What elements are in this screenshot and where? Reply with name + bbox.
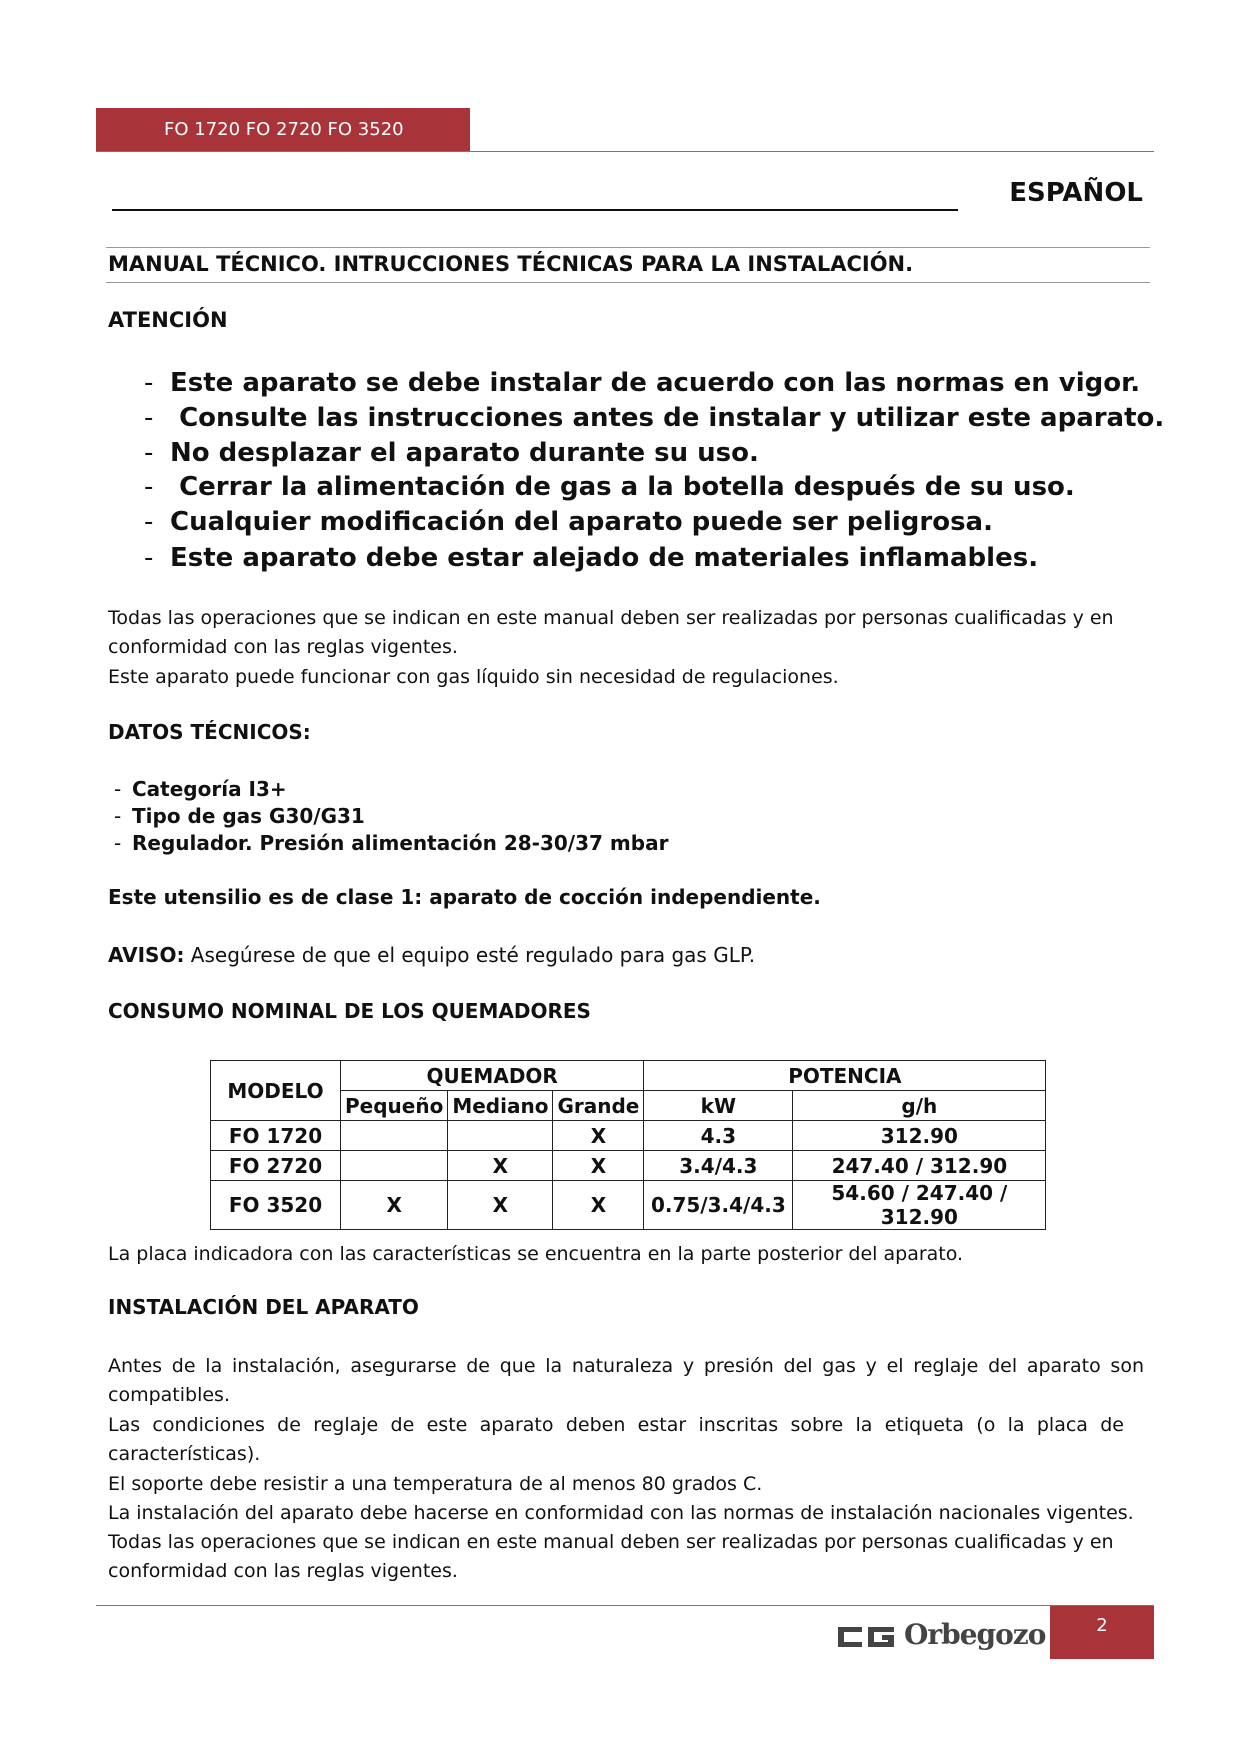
install-paragraph: Las condiciones de reglaje de este aparato deben estar inscritas sobre la etiqueta (o la placa de características). — [108, 1414, 1124, 1465]
installation-heading: INSTALACIÓN DEL APARATO — [108, 1295, 419, 1319]
intro-paragraph: Todas las operaciones que se indican en este manual deben ser realizadas por personas cualificadas y en conformidad con las reglas vigentes. — [108, 607, 1114, 658]
cell-model: FO 1720 — [211, 1121, 341, 1151]
col-header-mediano: Mediano — [448, 1091, 553, 1121]
cell-gh: 247.40 / 312.90 — [793, 1151, 1046, 1181]
col-header-modelo: MODELO — [211, 1061, 341, 1121]
install-paragraph: La instalación del aparato debe hacerse en conformidad con las normas de instalación nacionales vigentes. — [108, 1502, 1134, 1524]
cell-gh: 312.90 — [793, 1121, 1046, 1151]
warning-item: - Consulte las instrucciones antes de instalar y utilizar este aparato. — [144, 403, 1165, 433]
page-number: 2 — [1050, 1606, 1154, 1659]
attention-heading: ATENCIÓN — [108, 308, 228, 332]
language-label: ESPAÑOL — [1009, 178, 1143, 208]
warning-item: - Este aparato debe estar alejado de materiales inflamables. — [144, 543, 1039, 573]
col-header-pequeno: Pequeño — [341, 1091, 448, 1121]
consumption-table — [210, 1060, 1046, 1230]
warning-item: - No desplazar el aparato durante su uso. — [144, 438, 759, 468]
col-header-grande: Grande — [553, 1091, 644, 1121]
warning-item: - Cerrar la alimentación de gas a la botella después de su uso. — [144, 472, 1075, 502]
cell-pequeno: X — [341, 1181, 448, 1230]
header-divider — [96, 151, 1154, 152]
col-header-quemador: QUEMADOR — [341, 1061, 644, 1091]
cell-grande: X — [553, 1121, 644, 1151]
title-box-bottom-rule — [106, 282, 1150, 283]
cell-mediano: X — [448, 1181, 553, 1230]
intro-paragraph-2: Este aparato puede funcionar con gas líquido sin necesidad de regulaciones. — [108, 666, 839, 688]
class-note: Este utensilio es de clase 1: aparato de cocción independiente. — [108, 885, 821, 909]
brand-logo: Orbegozo — [838, 1618, 1045, 1651]
table-row — [211, 1151, 1046, 1181]
col-header-potencia: POTENCIA — [644, 1061, 1046, 1091]
warning-item: - Este aparato se debe instalar de acuerdo con las normas en vigor. — [144, 368, 1141, 398]
cell-gh: 54.60 / 247.40 / 312.90 — [793, 1181, 1046, 1230]
cell-model: FO 2720 — [211, 1151, 341, 1181]
footer-divider — [96, 1605, 1154, 1606]
cell-mediano — [448, 1121, 553, 1151]
tech-item: - Regulador. Presión alimentación 28-30/37 mbar — [114, 831, 669, 855]
table-row — [211, 1181, 1046, 1230]
install-paragraph: Todas las operaciones que se indican en este manual deben ser realizadas por personas cualificadas y en conformidad con las reglas vigentes. — [108, 1531, 1114, 1582]
col-header-gh: g/h — [793, 1091, 1046, 1121]
cell-pequeno — [341, 1151, 448, 1181]
install-paragraph: Antes de la instalación, asegurarse de que la naturaleza y presión del gas y el reglaje del aparato son compatibles. — [108, 1355, 1144, 1406]
col-header-kw: kW — [644, 1091, 793, 1121]
consumption-heading: CONSUMO NOMINAL DE LOS QUEMADORES — [108, 999, 591, 1023]
tech-data-heading: DATOS TÉCNICOS: — [108, 720, 311, 744]
tech-item: - Categoría I3+ — [114, 777, 287, 801]
aviso-label: AVISO: — [108, 943, 185, 967]
cell-grande: X — [553, 1151, 644, 1181]
title-box-top-rule — [106, 247, 1150, 248]
manual-title: MANUAL TÉCNICO. INTRUCCIONES TÉCNICAS PARA LA INSTALACIÓN. — [108, 252, 914, 276]
warning-item: - Cualquier modificación del aparato puede ser peligrosa. — [144, 507, 993, 537]
title-underline — [112, 209, 958, 211]
table-row — [211, 1121, 1046, 1151]
cell-mediano: X — [448, 1151, 553, 1181]
install-paragraph: El soporte debe resistir a una temperatura de al menos 80 grados C. — [108, 1473, 763, 1495]
cg-logo-icon — [838, 1625, 894, 1649]
cell-model: FO 3520 — [211, 1181, 341, 1230]
cell-kw: 3.4/4.3 — [644, 1151, 793, 1181]
cell-kw: 0.75/3.4/4.3 — [644, 1181, 793, 1230]
cell-kw: 4.3 — [644, 1121, 793, 1151]
plate-note: La placa indicadora con las características se encuentra en la parte posterior del aparato. — [108, 1243, 964, 1265]
cell-grande: X — [553, 1181, 644, 1230]
aviso-note: AVISO: Asegúrese de que el equipo esté regulado para gas GLP. — [108, 943, 756, 967]
model-header-tab: FO 1720 FO 2720 FO 3520 — [96, 108, 470, 151]
cell-pequeno — [341, 1121, 448, 1151]
tech-item: - Tipo de gas G30/G31 — [114, 804, 365, 828]
